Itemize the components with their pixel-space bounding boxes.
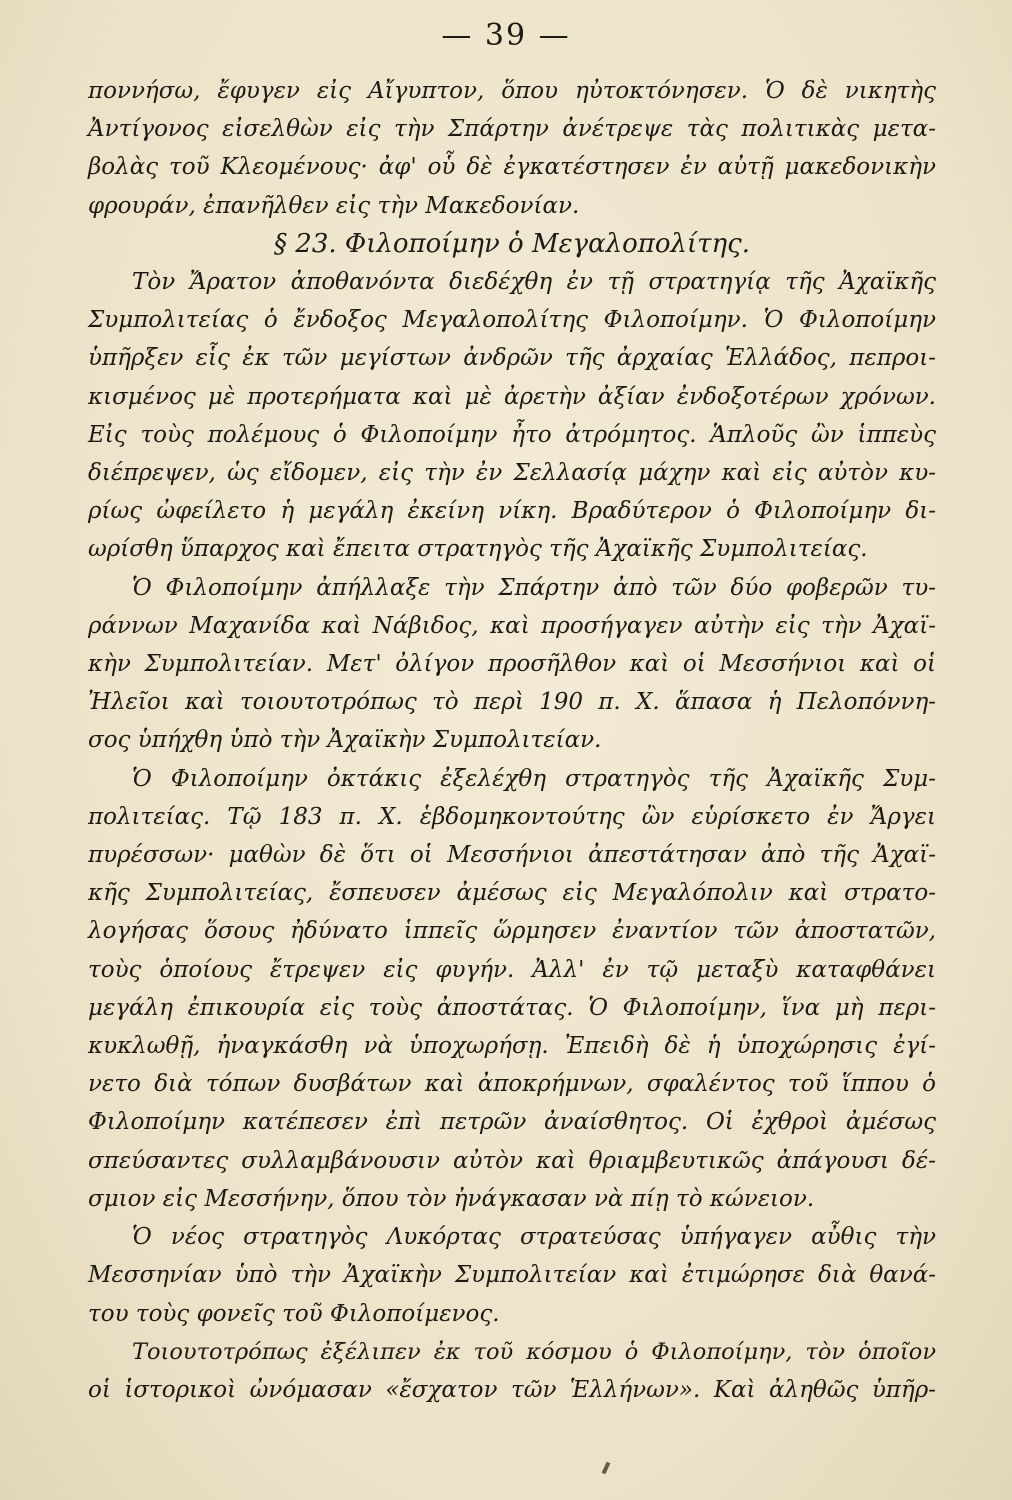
text-line: σπεύσαντες συλλαμβάνουσιν αὐτὸν καὶ θριαμβευτικῶς ἀπάγουσι δέ- xyxy=(88,1147,936,1174)
text-line: Εἰς τοὺς πολέμους ὁ Φιλοποίμην ἦτο ἀτρόμητος. Ἁπλοῦς ὢν ἱππεὺς xyxy=(88,421,936,448)
text-line: μεγάλη ἐπικουρία εἰς τοὺς ἀποστάτας. Ὁ Φιλοποίμην, ἵνα μὴ περι- xyxy=(88,994,936,1021)
text-line: ωρίσθη ὕπαρχος καὶ ἔπειτα στρατηγὸς τῆς Ἀχαϊκῆς Συμπολιτείας. xyxy=(88,536,868,563)
ink-mark xyxy=(602,1462,611,1475)
text-line: διέπρεψεν, ὡς εἴδομεν, εἰς τὴν ἐν Σελλασίᾳ μάχην καὶ εἰς αὐτὸν κυ- xyxy=(88,460,936,487)
text-line: λογήσας ὅσους ἠδύνατο ἱππεῖς ὥρμησεν ἐναντίον τῶν ἀποστατῶν, xyxy=(88,918,936,945)
text-line: Ἠλεῖοι καὶ τοιουτοτρόπως τὸ περὶ 190 π. Χ. ἅπασα ἡ Πελοπόννη- xyxy=(88,689,936,716)
text-line: Ὁ νέος στρατηγὸς Λυκόρτας στρατεύσας ὑπήγαγεν αὖθις τὴν xyxy=(132,1224,936,1251)
text-line: ὑπῆρξεν εἷς ἐκ τῶν μεγίστων ἀνδρῶν τῆς ἀρχαίας Ἑλλάδος, πεπροι- xyxy=(88,345,936,372)
text-line: ρίως ὠφείλετο ἡ μεγάλη ἐκείνη νίκη. Βραδύτερον ὁ Φιλοποίμην δι- xyxy=(88,498,936,525)
text-line: του τοὺς φονεῖς τοῦ Φιλοποίμενος. xyxy=(88,1300,500,1327)
text-line: κισμένος μὲ προτερήματα καὶ μὲ ἀρετὴν ἀξίαν ἐνδοξοτέρων χρόνων. xyxy=(88,383,936,410)
text-line: κυκλωθῇ, ἠναγκάσθη νὰ ὑποχωρήσῃ. Ἐπειδὴ δὲ ἡ ὑποχώρησις ἐγί- xyxy=(88,1033,936,1060)
text-line: φρουράν, ἐπανῆλθεν εἰς τὴν Μακεδονίαν. xyxy=(88,192,580,219)
text-line: Μεσσηνίαν ὑπὸ τὴν Ἀχαϊκὴν Συμπολιτείαν καὶ ἐτιμώρησε διὰ θανά- xyxy=(88,1262,936,1289)
text-line: σος ὑπήχθη ὑπὸ τὴν Ἀχαϊκὴν Συμπολιτείαν. xyxy=(88,727,602,754)
text-line: νετο διὰ τόπων δυσβάτων καὶ ἀποκρήμνων, σφαλέντος τοῦ ἵππου ὁ xyxy=(88,1071,936,1098)
section-heading: § 23. Φιλοποίμην ὁ Μεγαλοπολίτης. xyxy=(274,228,750,259)
text-line: ράννων Μαχανίδα καὶ Νάβιδος, καὶ προσήγαγεν αὐτὴν εἰς τὴν Ἀχαϊ- xyxy=(88,612,936,639)
page-number: — 39 — xyxy=(441,18,571,53)
text-line: Ὁ Φιλοποίμην ἀπήλλαξε τὴν Σπάρτην ἀπὸ τῶν δύο φοβερῶν τυ- xyxy=(132,574,936,601)
text-line: κῆς Συμπολιτείας, ἔσπευσεν ἀμέσως εἰς Μεγαλόπολιν καὶ στρατο- xyxy=(88,880,936,907)
text-line: Ἀντίγονος εἰσελθὼν εἰς τὴν Σπάρτην ἀνέτρεψε τὰς πολιτικὰς μετα- xyxy=(88,116,936,143)
text-line: τοὺς ὁποίους ἔτρεψεν εἰς φυγήν. Ἀλλ' ἐν τῷ μεταξὺ καταφθάνει xyxy=(88,956,936,983)
text-line: οἱ ἱστορικοὶ ὠνόμασαν «ἔσχατον τῶν Ἑλλήνων». Καὶ ἀληθῶς ὑπῆρ- xyxy=(88,1376,936,1403)
text-line: σμιον εἰς Μεσσήνην, ὅπου τὸν ἠνάγκασαν νὰ πίῃ τὸ κώνειον. xyxy=(88,1185,815,1212)
text-line: Φιλοποίμην κατέπεσεν ἐπὶ πετρῶν ἀναίσθητος. Οἱ ἐχθροὶ ἀμέσως xyxy=(88,1109,936,1136)
text-line: πυρέσσων· μαθὼν δὲ ὅτι οἱ Μεσσήνιοι ἀπεστάτησαν ἀπὸ τῆς Ἀχαϊ- xyxy=(88,842,936,869)
text-line: ποννήσω, ἔφυγεν εἰς Αἴγυπτον, ὅπου ηὐτοκτόνησεν. Ὁ δὲ νικητὴς xyxy=(88,78,936,104)
text-line: Συμπολιτείας ὁ ἔνδοξος Μεγαλοπολίτης Φιλοποίμην. Ὁ Φιλοποίμην xyxy=(88,307,936,334)
text-line: βολὰς τοῦ Κλεομένους· ἀφ' οὗ δὲ ἐγκατέστησεν ἐν αὐτῇ μακεδονικὴν xyxy=(88,154,936,181)
text-line: Τὸν Ἄρατον ἀποθανόντα διεδέχθη ἐν τῇ στρατηγίᾳ τῆς Ἀχαϊκῆς xyxy=(132,269,936,296)
body-text xyxy=(88,72,936,1409)
text-line: Τοιουτοτρόπως ἐξέλιπεν ἐκ τοῦ κόσμου ὁ Φιλοποίμην, τὸν ὁποῖον xyxy=(132,1338,936,1365)
text-line: πολιτείας. Τῷ 183 π. Χ. ἑβδομηκοντούτης ὢν εὑρίσκετο ἐν Ἄργει xyxy=(88,803,936,830)
text-line: κὴν Συμπολιτείαν. Μετ' ὀλίγον προσῆλθον καὶ οἱ Μεσσήνιοι καὶ οἱ xyxy=(88,651,936,678)
text-line: Ὁ Φιλοποίμην ὀκτάκις ἐξελέχθη στρατηγὸς τῆς Ἀχαϊκῆς Συμ- xyxy=(132,765,936,792)
